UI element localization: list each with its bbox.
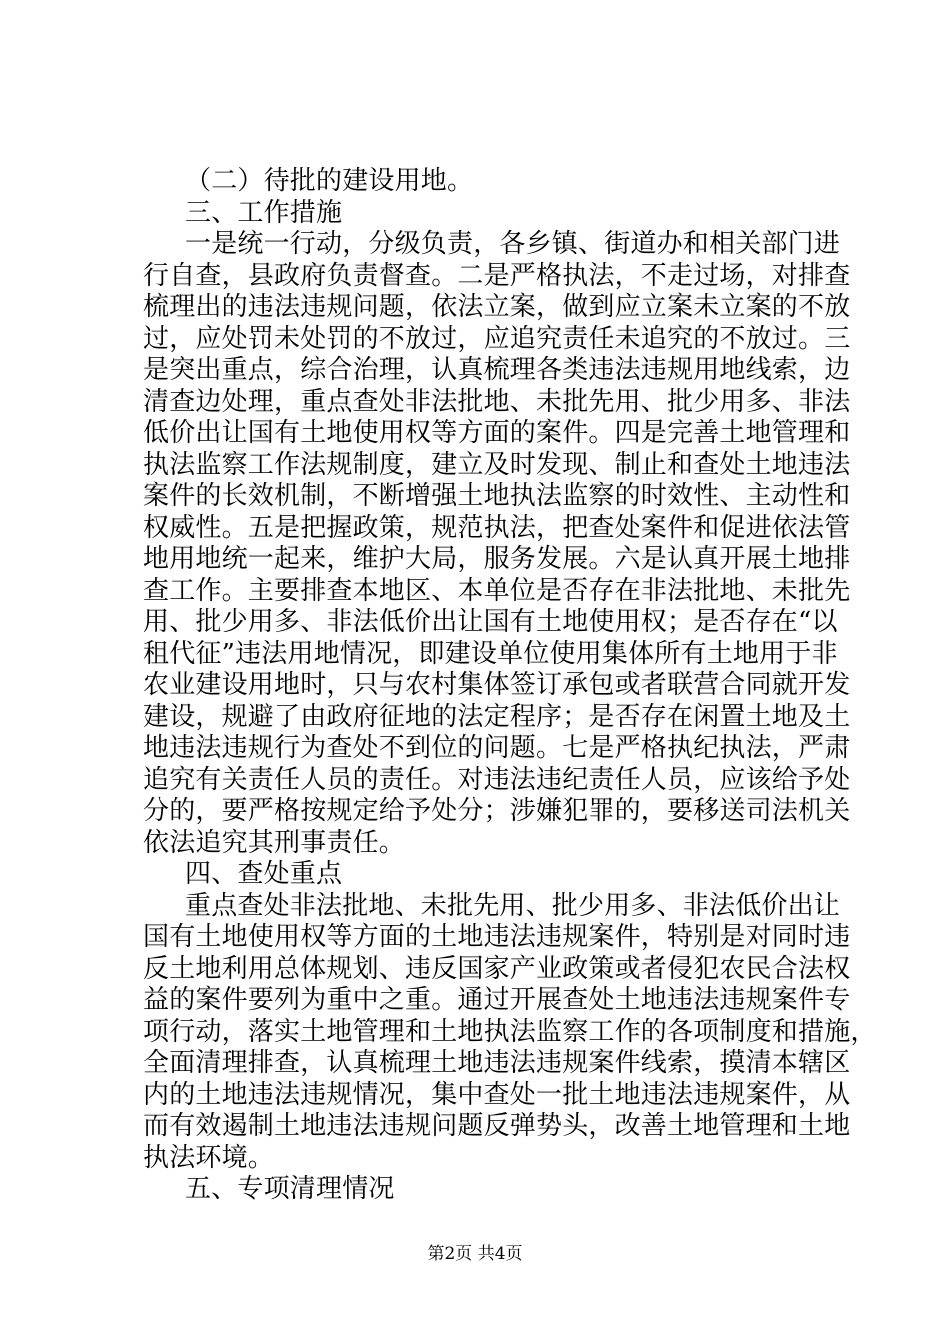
- text-line: 是突出重点，综合治理，认真梳理各类违法违规用地线索，边: [143, 355, 851, 385]
- text-line: 四、查处重点: [185, 859, 343, 889]
- text-line: 益的案件要列为重中之重。通过开展查处土地违法违规案件专: [143, 985, 851, 1015]
- text-line: 全面清理排查，认真梳理土地违法违规案件线索，摸清本辖区: [143, 1048, 851, 1078]
- text-line: 低价出让国有土地使用权等方面的案件。四是完善土地管理和: [143, 418, 851, 448]
- text-line: 查工作。主要排查本地区、本单位是否存在非法批地、未批先: [143, 575, 851, 606]
- text-line: 五、专项清理情况: [185, 1174, 395, 1204]
- text-line: 项行动，落实土地管理和土地执法监察工作的各项制度和措施，: [143, 1016, 877, 1047]
- text-line: 过，应处罚未处罚的不放过，应追究责任未追究的不放过。三: [143, 323, 851, 354]
- text-line: 农业建设用地时，只与农村集体签订承包或者联营合同就开发: [143, 670, 851, 700]
- text-line: 反土地利用总体规划、违反国家产业政策或者侵犯农民合法权: [143, 953, 851, 984]
- text-line: 分的，要严格按规定给予处分；涉嫌犯罪的，要移送司法机关: [143, 796, 851, 826]
- text-line: 地违法违规行为查处不到位的问题。七是严格执纪执法，严肃: [143, 733, 851, 763]
- text-line: 梳理出的违法违规问题，依法立案，做到应立案未立案的不放: [143, 292, 851, 322]
- text-line: 地用地统一起来，维护大局，服务发展。六是认真开展土地排: [143, 544, 851, 574]
- text-line: 依法追究其刑事责任。: [143, 827, 406, 858]
- text-line: 而有效遏制土地违法违规问题反弹势头，改善土地管理和土地: [143, 1111, 851, 1141]
- text-line: 建设，规避了由政府征地的法定程序；是否存在闲置土地及土: [143, 701, 851, 732]
- text-line: 国有土地使用权等方面的土地违法违规案件，特别是对同时违: [143, 922, 851, 952]
- page-number: 第2页 共4页: [427, 1244, 523, 1264]
- text-line: 内的土地违法违规情况，集中查处一批土地违法违规案件，从: [143, 1079, 851, 1110]
- text-line: 案件的长效机制，不断增强土地执法监察的时效性、主动性和: [143, 481, 851, 511]
- text-line: （二）待批的建设用地。: [185, 166, 474, 196]
- text-line: 一是统一行动，分级负责，各乡镇、街道办和相关部门进: [185, 229, 841, 259]
- text-line: 重点查处非法批地、未批先用、批少用多、非法低价出让: [185, 890, 841, 921]
- text-line: 租代征”违法用地情况，即建设单位使用集体所有土地用于非: [143, 638, 838, 669]
- text-line: 行自查，县政府负责督查。二是严格执法，不走过场，对排查: [143, 260, 851, 291]
- text-line: 执法监察工作法规制度，建立及时发现、制止和查处土地违法: [143, 449, 851, 480]
- document-body: [143, 166, 877, 1206]
- text-line: 清查边处理，重点查处非法批地、未批先用、批少用多、非法: [143, 386, 851, 417]
- text-line: 追究有关责任人员的责任。对违法违纪责任人员，应该给予处: [143, 764, 851, 795]
- text-line: 三、工作措施: [185, 197, 343, 228]
- text-line: 用、批少用多、非法低价出让国有土地使用权；是否存在“以: [143, 607, 838, 637]
- page-footer: [0, 1243, 950, 1265]
- text-line: 执法环境。: [143, 1142, 275, 1173]
- text-line: 权威性。五是把握政策，规范执法，把查处案件和促进依法管: [143, 512, 851, 543]
